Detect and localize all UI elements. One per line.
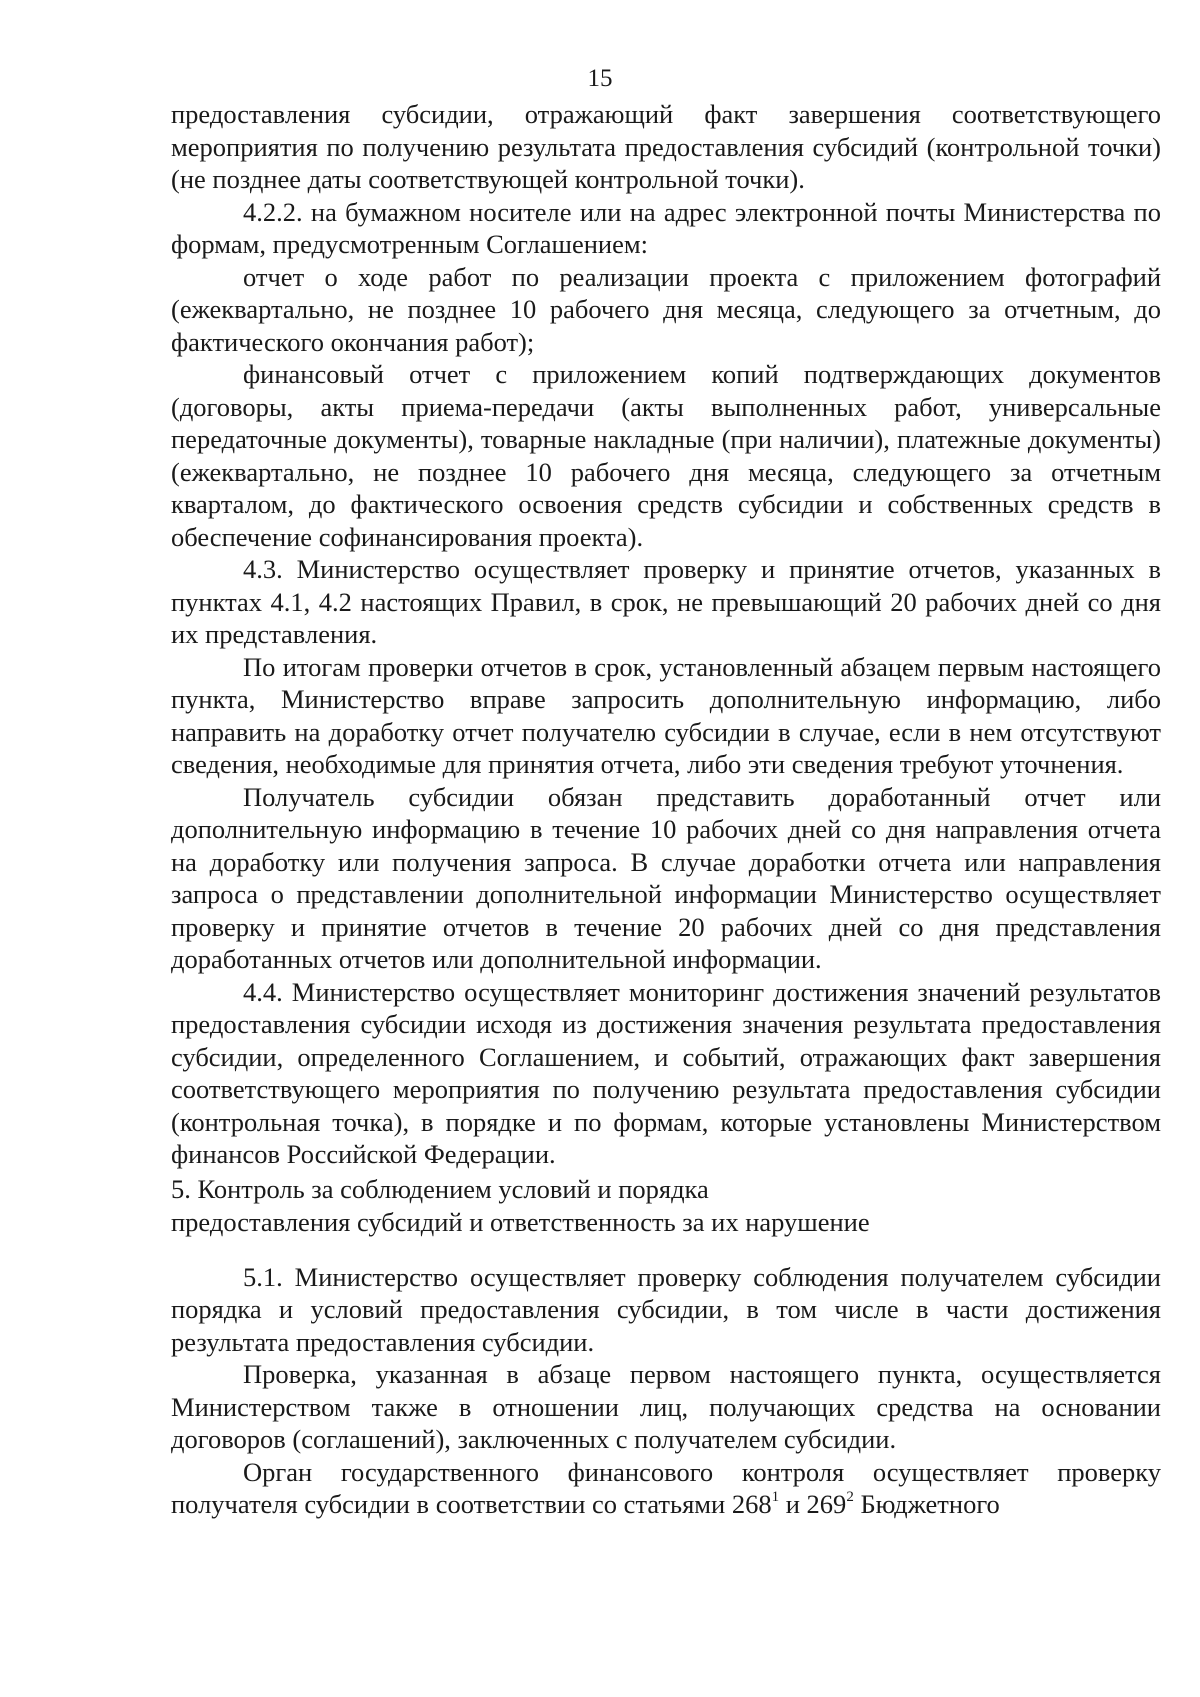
- paragraph-5-1: 5.1. Министерство осуществляет проверку соблюдения получателем субсидии порядка и условий предоставления субсидии, в том числе в части достижения результата предоставления субсидии.: [171, 1261, 1161, 1357]
- section-heading-line-1: 5. Контроль за соблюдением условий и порядка: [171, 1173, 709, 1204]
- document-body: [171, 98, 1161, 1521]
- paragraph-4-4: 4.4. Министерство осуществляет мониторинг достижения значений результатов предоставления субсидии исходя из достижения значения результата предоставления субсидии, определенного Соглашением, и событий, отражающих факт завершения соответствующего мероприятия по получению результата предоставления субсидии (контрольная точка), в порядке и по формам, которые установлены Министерством финансов Российской Федерации.: [171, 976, 1161, 1169]
- paragraph-recipient-obligation: Получатель субсидии обязан представить доработанный отчет или дополнительную информацию в течение 10 рабочих дней со дня направления отчета на доработку или получения запроса. В случае доработки отчета или направления запроса о представлении дополнительной информации Министерство осуществляет проверку и принятие отчетов в течение 20 рабочих дней со дня представления доработанных отчетов или дополнительной информации.: [171, 781, 1161, 974]
- paragraph-review-results: По итогам проверки отчетов в срок, установленный абзацем первым настоящего пункта, Министерство вправе запросить дополнительную информацию, либо направить на доработку отчет получателю субсидии в случае, если в нем отсутствуют сведения, необходимые для принятия отчета, либо эти сведения требуют уточнения.: [171, 651, 1161, 779]
- section-heading: [171, 1173, 1161, 1239]
- paragraph-financial-report: финансовый отчет с приложением копий подтверждающих документов (договоры, акты приема-передачи (акты выполненных работ, универсальные передаточные документы), товарные накладные (при наличии), платежные документы) (ежеквартально, не позднее 10 рабочего дня месяца, следующего за отчетным кварталом, до фактического освоения средств субсидии и собственных средств в обеспечение софинансирования проекта).: [171, 359, 1161, 552]
- section-heading-line-2: предоставления субсидий и ответственность за их нарушение: [171, 1206, 870, 1237]
- superscript-2: 2: [846, 1489, 854, 1506]
- superscript-1: 1: [771, 1489, 780, 1506]
- paragraph-progress-report: отчет о ходе работ по реализации проекта с приложением фотографий (ежеквартально, не позднее 10 рабочего дня месяца, следующего за отчетным, до фактического окончания работ);: [171, 261, 1161, 357]
- paragraph-state-control: [171, 1456, 1161, 1521]
- page-number: 15: [587, 65, 613, 92]
- paragraph-inspection-scope: Проверка, указанная в абзаце первом настоящего пункта, осуществляется Министерством также в отношении лиц, получающих средства на основании договоров (соглашений), заключенных с получателем субсидии.: [171, 1359, 1161, 1454]
- paragraph-continuation: предоставления субсидии, отражающий факт завершения соответствующего мероприятия по получению результата предоставления субсидий (контрольной точки) (не позднее даты соответствующей контрольной точки).: [171, 99, 1161, 194]
- state-control-text-mid: и 269: [779, 1489, 847, 1519]
- state-control-text-end: Бюджетного: [853, 1489, 1000, 1519]
- paragraph-4-2-2: 4.2.2. на бумажном носителе или на адрес электронной почты Министерства по формам, предусмотренным Соглашением:: [171, 196, 1161, 259]
- paragraph-4-3: 4.3. Министерство осуществляет проверку и принятие отчетов, указанных в пунктах 4.1, 4.2 настоящих Правил, в срок, не превышающий 20 рабочих дней со дня их представления.: [171, 554, 1161, 649]
- state-control-text-start: Орган государственного финансового контроля осуществляет проверку получателя субсидии в соответствии со статьями 268: [171, 1456, 1161, 1519]
